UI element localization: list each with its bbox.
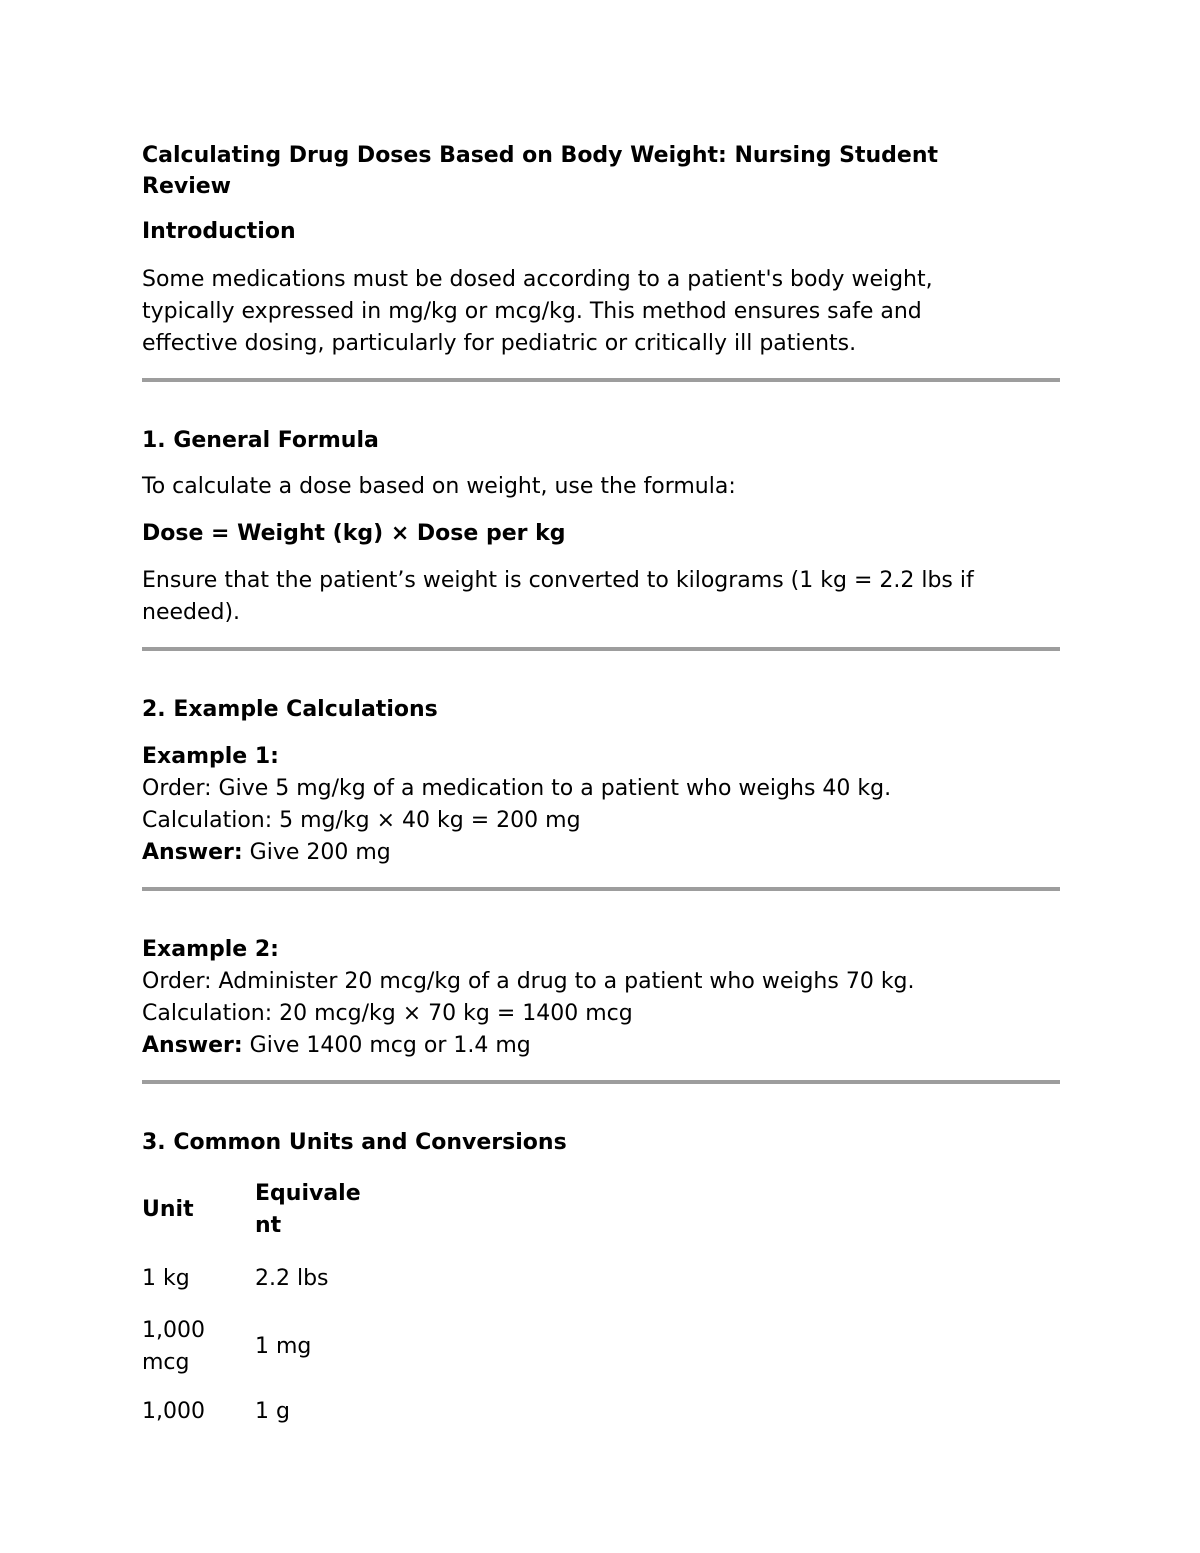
table-cell: 1 g [255,1399,290,1424]
table-header-unit: Unit [142,1197,194,1222]
intro-paragraph: Some medications must be dosed according to a patient's body weight, typically expressed in mg/kg or mcg/kg. This method ensures safe and effective dosing, particularly for pediatric or critically ill patients. [142,267,933,356]
section3-heading: 3. Common Units and Conversions [142,1130,567,1155]
example1-calculation: Calculation: 5 mg/kg × 40 kg = 200 mg [142,808,581,833]
table-cell: 1 mg [255,1334,312,1359]
table-cell: 2.2 lbs [255,1266,329,1291]
table-row [142,1386,375,1438]
example1-block [142,741,1060,869]
table-cell: 1,000 [142,1399,205,1424]
section1-note: Ensure that the patient’s weight is converted to kilograms (1 kg = 2.2 lbs if needed). [142,568,974,625]
table-header-equivalent: Equivalent [255,1181,361,1238]
section1-lead: To calculate a dose based on weight, use the formula: [142,474,736,499]
table-cell: 1 kg [142,1266,190,1291]
answer-text: Give 200 mg [242,840,391,865]
section-divider [142,1080,1060,1084]
example2-answer [142,1030,1060,1062]
example1-label: Example 1: [142,744,279,769]
answer-label: Answer: [142,1033,243,1058]
example1-answer [142,837,1060,869]
section1-heading: 1. General Formula [142,428,379,453]
section2-heading: 2. Example Calculations [142,697,438,722]
example2-label: Example 2: [142,937,279,962]
intro-heading: Introduction [142,219,296,244]
table-cell: 1,000 mcg [142,1318,205,1375]
formula-text: Dose = Weight (kg) × Dose per kg [142,521,566,546]
table-header-row [142,1170,375,1250]
example1-order: Order: Give 5 mg/kg of a medication to a patient who weighs 40 kg. [142,776,892,801]
example2-calculation: Calculation: 20 mcg/kg × 70 kg = 1400 mcg [142,1001,633,1026]
table-row [142,1308,375,1386]
table-row [142,1250,375,1308]
example2-block [142,934,1060,1062]
units-table [142,1170,375,1438]
answer-label: Answer: [142,840,243,865]
section-divider [142,887,1060,891]
section-divider [142,647,1060,651]
answer-text: Give 1400 mcg or 1.4 mg [242,1033,531,1058]
section-divider [142,378,1060,382]
example2-order: Order: Administer 20 mcg/kg of a drug to a patient who weighs 70 kg. [142,969,915,994]
document-page [142,140,1060,1438]
document-title: Calculating Drug Doses Based on Body Weight: Nursing Student Review [142,143,939,199]
